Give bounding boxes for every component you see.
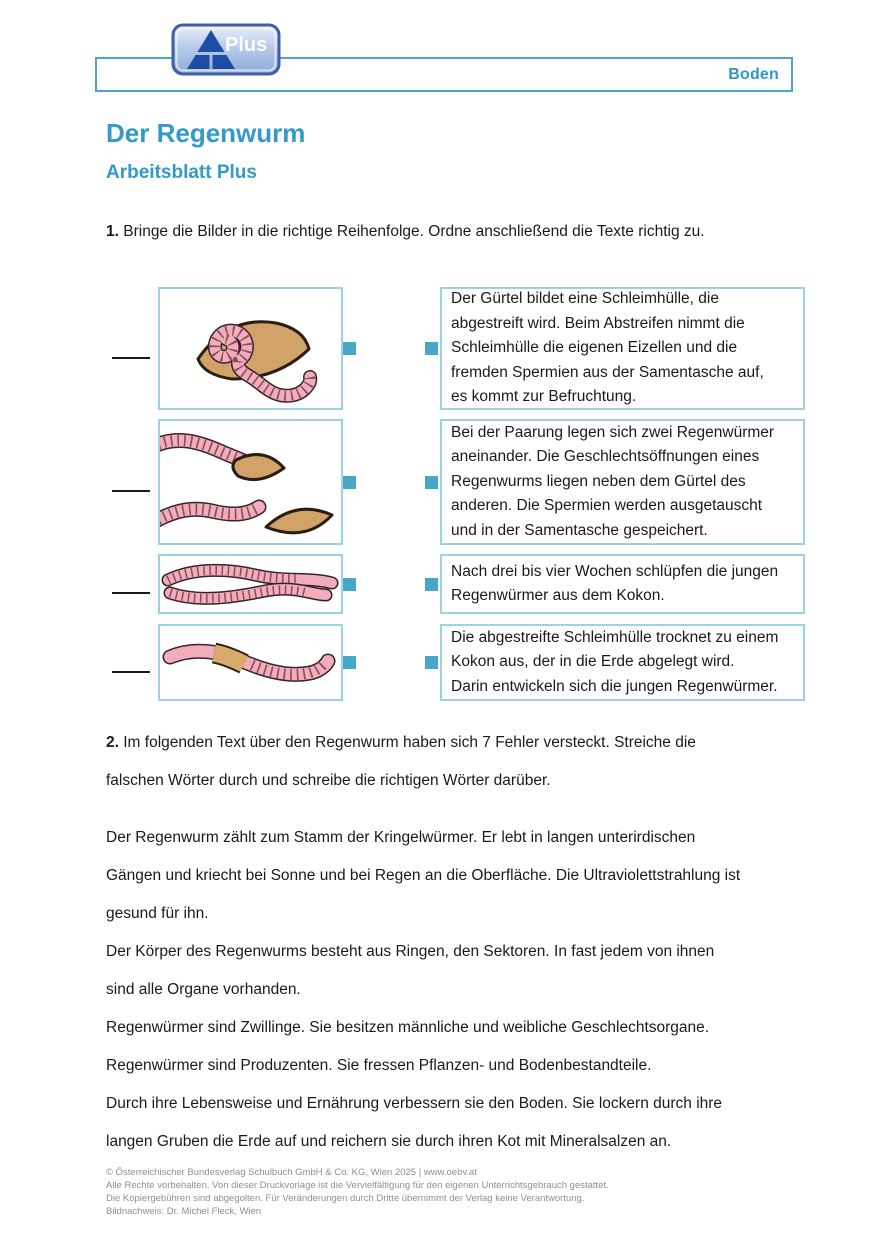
match-square-text-3 <box>425 578 438 591</box>
worms-with-cocoons-illustration <box>160 421 341 543</box>
match-square-image-3 <box>343 578 356 591</box>
worm-cocoon-shedding-illustration <box>160 289 341 408</box>
match-square-image-1 <box>343 342 356 355</box>
text-box-3: Nach drei bis vier Wochen schlüpfen die jungen Regenwürmer aus dem Kokon. <box>440 554 805 614</box>
worm-with-clitellum-illustration <box>160 626 341 699</box>
imprint-footer: © Österreichischer Bundesverlag Schulbuch GmbH & Co. KG, Wien 2025 | www.oebv.at Alle Rechte vorbehalten. Von dieser Druckvorlage ist die Vervielfältigung für den eigenen Unterrichtsgebrauch gestattet. Die Kopiergebühren sind abgegolten. Für Veränderungen durch Dritte übernimmt der Verlag keine Verantwortung. Bildnachweis: Dr. Michel Fleck, Wien <box>106 1167 609 1217</box>
task1-text: Bringe die Bilder in die richtige Reihenfolge. Ordne anschließend die Texte richtig zu. <box>123 223 705 240</box>
match-row-4 <box>106 624 890 701</box>
task2-number: 2. <box>106 734 119 751</box>
image-box-1 <box>158 287 343 410</box>
text-box-1: Der Gürtel bildet eine Schleimhülle, die abgestreift wird. Beim Abstreifen nimmt die Schleimhülle die eigenen Eizellen und die fremden Spermien aus der Samentasche auf, es kommt zur Befruchtung. <box>440 287 805 410</box>
match-row-3 <box>106 554 890 614</box>
match-square-image-4 <box>343 656 356 669</box>
match-square-text-2 <box>425 476 438 489</box>
task2-text-line-2: falschen Wörter durch und schreibe die richtigen Wörter darüber. <box>106 772 551 789</box>
answer-blank-1 <box>112 357 150 359</box>
task2-instruction <box>106 724 890 800</box>
task2-text-line-1: Im folgenden Text über den Regenwurm haben sich 7 Fehler versteckt. Streiche die <box>123 734 696 751</box>
answer-blank-3 <box>112 592 150 594</box>
topic-label: Boden <box>728 65 779 83</box>
match-row-1 <box>106 287 890 410</box>
text-box-4: Die abgestreifte Schleimhülle trocknet zu einem Kokon aus, der in die Erde abgelegt wird. Darin entwickeln sich die jungen Regenwürmer. <box>440 624 805 701</box>
page-title: Der Regenwurm <box>106 118 306 148</box>
image-box-3 <box>158 554 343 614</box>
match-square-text-4 <box>425 656 438 669</box>
matching-exercise <box>106 287 890 701</box>
match-row-2 <box>106 419 890 545</box>
match-square-text-1 <box>425 342 438 355</box>
task1-number: 1. <box>106 223 119 240</box>
task1-instruction <box>106 220 890 244</box>
image-box-2 <box>158 419 343 545</box>
logo-badge-text: Plus <box>225 34 268 56</box>
image-box-4 <box>158 624 343 701</box>
error-hunt-text: Der Regenwurm zählt zum Stamm der Kringelwürmer. Er lebt in langen unterirdischen Gängen und kriecht bei Sonne und bei Regen an die Oberfläche. Die Ultraviolettstrahlung ist gesund für ihn. Der Körper des Regenwurms besteht aus Ringen, den Sektoren. In fast jedem von ihnen sind alle Organe vorhanden. Regenwürmer sind Zwillinge. Sie besitzen männliche und weibliche Geschlechtsorgane. Regenwürmer sind Produzenten. Sie fressen Pflanzen- und Bodenbestandteile. Durch ihre Lebensweise und Ernährung verbessern sie den Boden. Sie lockern durch ihre langen Gruben die Erde auf und reichern sie durch ihren Kot mit Mineralsalzen an. <box>106 829 741 1150</box>
page-header <box>0 0 890 92</box>
text-box-2: Bei der Paarung legen sich zwei Regenwürmer aneinander. Die Geschlechtsöffnungen eines Regenwurms liegen neben dem Gürtel des anderen. Die Spermien werden ausgetauscht und in der Samentasche gespeichert. <box>440 419 805 545</box>
plus-logo-icon <box>171 23 281 76</box>
answer-blank-2 <box>112 490 150 492</box>
paired-worms-illustration <box>160 556 341 612</box>
page-subtitle: Arbeitsblatt Plus <box>106 162 257 183</box>
match-square-image-2 <box>343 476 356 489</box>
answer-blank-4 <box>112 671 150 673</box>
